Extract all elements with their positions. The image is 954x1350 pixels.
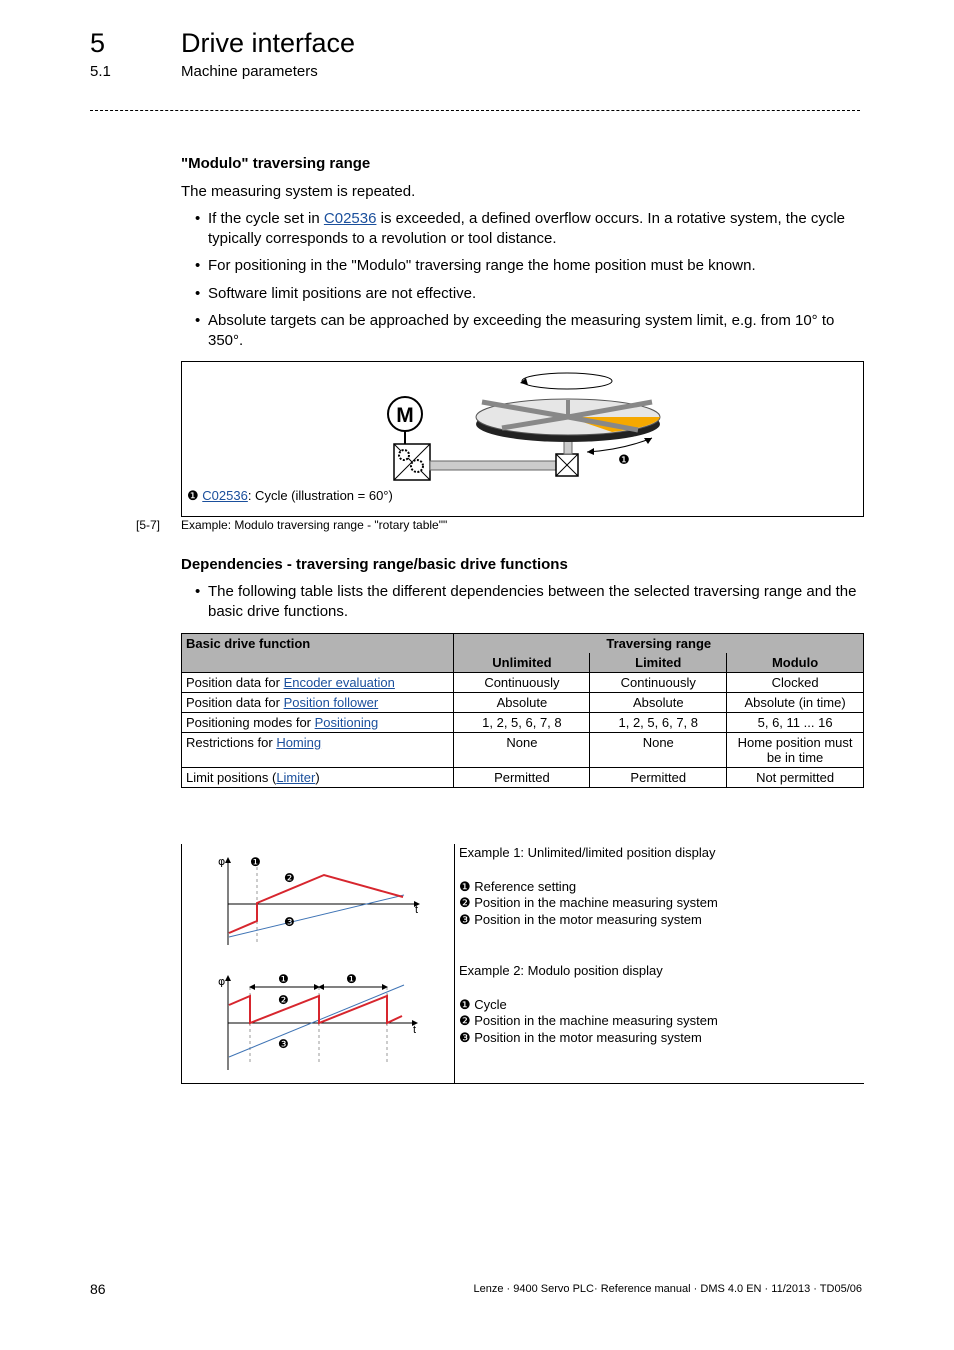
drive-shaft [430, 461, 556, 470]
bullet-item: • If the cycle set in C02536 is exceeded, a defined overflow occurs. In a rotative system, the cycle typically corresponds to a revolution or tool distance. [181, 209, 863, 248]
encoder-evaluation-link[interactable]: Encoder evaluation [283, 675, 395, 690]
modulo-heading: "Modulo" traversing range [181, 155, 371, 172]
dependencies-heading: Dependencies - traversing range/basic drive functions [181, 556, 568, 573]
header-unlimited: Unlimited [454, 653, 590, 673]
rotary-table-figure [181, 361, 864, 517]
figure-caption [136, 518, 448, 532]
gear-icon [411, 460, 423, 472]
bullet-item: • For positioning in the "Modulo" traversing range the home position must be known. [181, 256, 863, 276]
positioning-link[interactable]: Positioning [314, 715, 379, 730]
table-row: Position data for Encoder evaluation Continuously Continuously Clocked [182, 673, 864, 693]
bullet-item: • Absolute targets can be approached by exceeding the measuring system limit, e.g. from 10° to 350°. [181, 311, 863, 350]
modulo-intro: The measuring system is repeated. [181, 183, 416, 200]
x-axis-label: t [413, 1024, 417, 1036]
marker-1: ❶ [278, 972, 289, 986]
figure-caption-text: Example: Modulo traversing range - "rotary table"" [181, 518, 448, 532]
example-2-legend: Example 2: Modulo position display ❶ Cycle ❷ Position in the machine measuring system ❸ Position in the motor measuring system [459, 963, 718, 1045]
c02536-link[interactable]: C02536 [202, 488, 248, 503]
marker-2: ❷ [284, 871, 295, 885]
header-basic-function: Basic drive function [182, 634, 454, 673]
page-number: 86 [90, 1281, 106, 1297]
gear-icon [399, 450, 409, 460]
marker-3: ❸ [284, 915, 295, 929]
rotation-arrow-icon [522, 373, 612, 389]
marker-1: ❶ [250, 855, 261, 869]
bullet-item: • Software limit positions are not effective. [181, 284, 863, 304]
c02536-link[interactable]: C02536 [323, 210, 377, 227]
example-1-diagram [218, 855, 418, 945]
document-info: Lenze · 9400 Servo PLC· Reference manual · DMS 4.0 EN · 11/2013 · TD05/06 [473, 1283, 862, 1295]
position-display-diagrams [182, 845, 454, 1082]
section-number: 5.1 [90, 63, 111, 80]
marker-3: ❸ [278, 1037, 289, 1051]
example-1-legend: Example 1: Unlimited/limited position display ❶ Reference setting ❷ Position in the machine measuring system ❸ Position in the motor measuring system [459, 845, 718, 927]
dependency-table [181, 633, 864, 788]
table-row: Positioning modes for Positioning 1, 2, 5, 6, 7, 8 1, 2, 5, 6, 7, 8 5, 6, 11 ... 16 [182, 713, 864, 733]
marker-1: ❶ [346, 972, 357, 986]
dependencies-bullet-list [181, 582, 863, 629]
examples-divider [454, 844, 455, 1083]
header-traversing-range: Traversing range [454, 634, 864, 654]
figure-number: [5-7] [136, 518, 161, 532]
header-modulo: Modulo [727, 653, 864, 673]
chapter-number: 5 [90, 28, 106, 58]
example-2-diagram [218, 972, 416, 1070]
cycle-marker: ❶ [618, 453, 630, 468]
marker-2: ❷ [278, 993, 289, 1007]
motor-label: M [396, 404, 414, 427]
x-axis-label: t [415, 904, 419, 916]
position-follower-link[interactable]: Position follower [283, 695, 379, 710]
machine-position-line [229, 996, 402, 1023]
header-divider [90, 110, 860, 111]
bullet-item: • The following table lists the different dependencies between the selected traversing range and the basic drive functions. [181, 582, 863, 621]
table-row: Limit positions (Limiter) Permitted Permitted Not permitted [182, 768, 864, 788]
chapter-title: Drive interface [181, 28, 356, 58]
homing-link[interactable]: Homing [276, 735, 322, 750]
table-row: Restrictions for Homing None None Home position must be in time [182, 733, 864, 768]
motor-position-line [229, 895, 404, 937]
modulo-bullet-list [181, 209, 863, 358]
y-axis-label: φ [218, 855, 226, 868]
table-row: Position data for Position follower Absolute Absolute Absolute (in time) [182, 693, 864, 713]
limiter-link[interactable]: Limiter [276, 770, 316, 785]
section-title: Machine parameters [181, 63, 318, 80]
header-limited: Limited [590, 653, 727, 673]
figure-legend: ❶ C02536: Cycle (illustration = 60°) [187, 488, 393, 503]
y-axis-label: φ [218, 975, 226, 988]
